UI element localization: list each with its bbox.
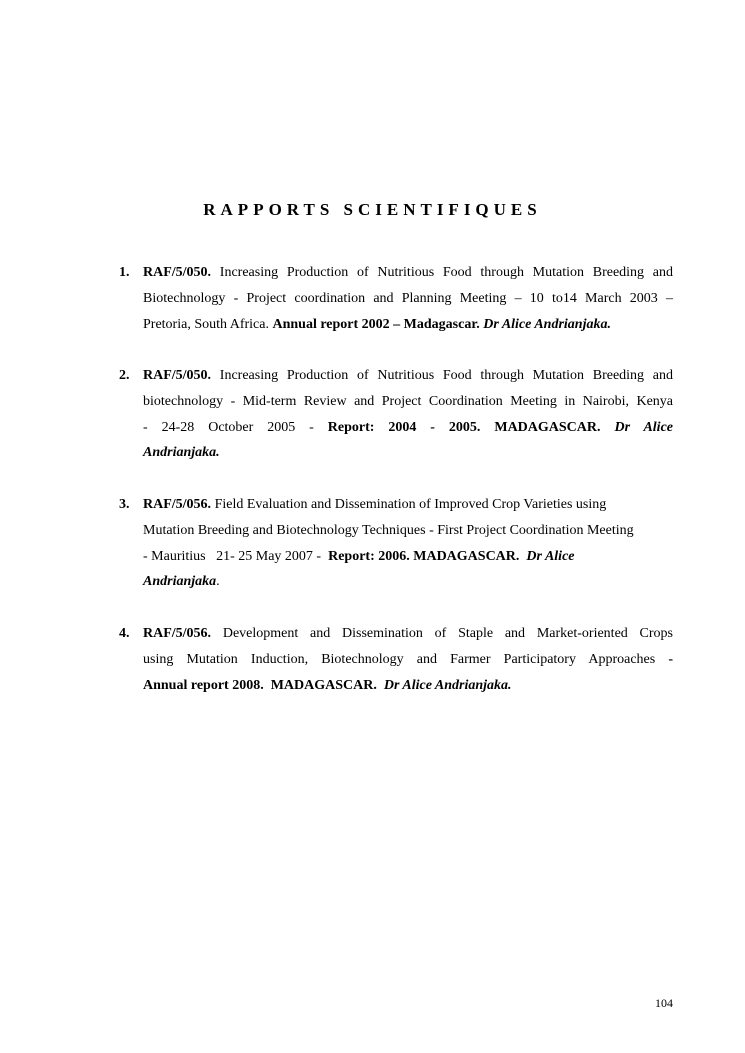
reference-line: [143, 673, 673, 699]
reference-item: [119, 260, 673, 337]
reference-line: RAF/5/056. Development and Dissemination of Staple and Market-oriented Crops: [143, 626, 673, 641]
project-code: RAF/5/056.: [143, 497, 212, 512]
reference-line: Pretoria, South Africa. Annual report 2002 – Madagascar. Dr Alice Andrianjaka.: [143, 316, 611, 332]
reference-item: [119, 363, 673, 466]
page-title: RAPPORTS SCIENTIFIQUES: [203, 200, 542, 219]
report-title: Annual report 2008. MADAGASCAR.: [143, 677, 377, 693]
author-name: Dr Alice: [614, 419, 673, 435]
reference-number: 2.: [119, 368, 130, 383]
report-title: Report: 2004 - 2005. MADAGASCAR.: [327, 419, 601, 435]
author-name: Dr Alice Andrianjaka.: [383, 677, 512, 693]
reference-line: - Mauritius 21- 25 May 2007 - Report: 2006. MADAGASCAR. Dr Alice: [143, 548, 575, 564]
reference-number: 1.: [119, 265, 130, 280]
reference-line: RAF/5/056. Field Evaluation and Dissemination of Improved Crop Varieties using: [143, 497, 607, 512]
author-name: Dr Alice Andrianjaka.: [483, 316, 611, 332]
reference-line: Mutation Breeding and Biotechnology Techniques - First Project Coordination Meeting: [143, 522, 634, 538]
author-name: Andrianjaka: [143, 574, 217, 590]
reference-line: [143, 440, 673, 466]
report-title: Report: 2006. MADAGASCAR.: [328, 548, 520, 564]
reference-line: RAF/5/050. Increasing Production of Nutritious Food through Mutation Breeding and: [143, 265, 673, 280]
reference-line: Andrianjaka.: [143, 574, 220, 590]
reference-line: Biotechnology - Project coordination and Planning Meeting – 10 to14 March 2003 –: [143, 290, 673, 306]
reference-number: 4.: [119, 626, 130, 641]
project-code: RAF/5/056.: [143, 626, 212, 641]
author-name: Dr Alice: [526, 548, 575, 564]
reference-item: [119, 492, 673, 595]
project-code: RAF/5/050.: [143, 265, 212, 280]
reference-line: RAF/5/050. Increasing Production of Nutritious Food through Mutation Breeding and: [143, 368, 673, 383]
reference-line: - 24-28 October 2005 - Report: 2004 - 2005. MADAGASCAR. Dr Alice: [143, 419, 673, 435]
reference-line: using Mutation Induction, Biotechnology and Farmer Participatory Approaches -: [143, 651, 673, 667]
reference-number: 3.: [119, 497, 130, 512]
report-title: Annual report 2002 – Madagascar.: [272, 316, 480, 332]
reference-item: [119, 621, 673, 698]
project-code: RAF/5/050.: [143, 368, 212, 383]
author-name: Andrianjaka.: [143, 445, 220, 461]
page-number: 104: [655, 996, 673, 1010]
reference-line: biotechnology - Mid-term Review and Project Coordination Meeting in Nairobi, Kenya: [143, 393, 673, 409]
